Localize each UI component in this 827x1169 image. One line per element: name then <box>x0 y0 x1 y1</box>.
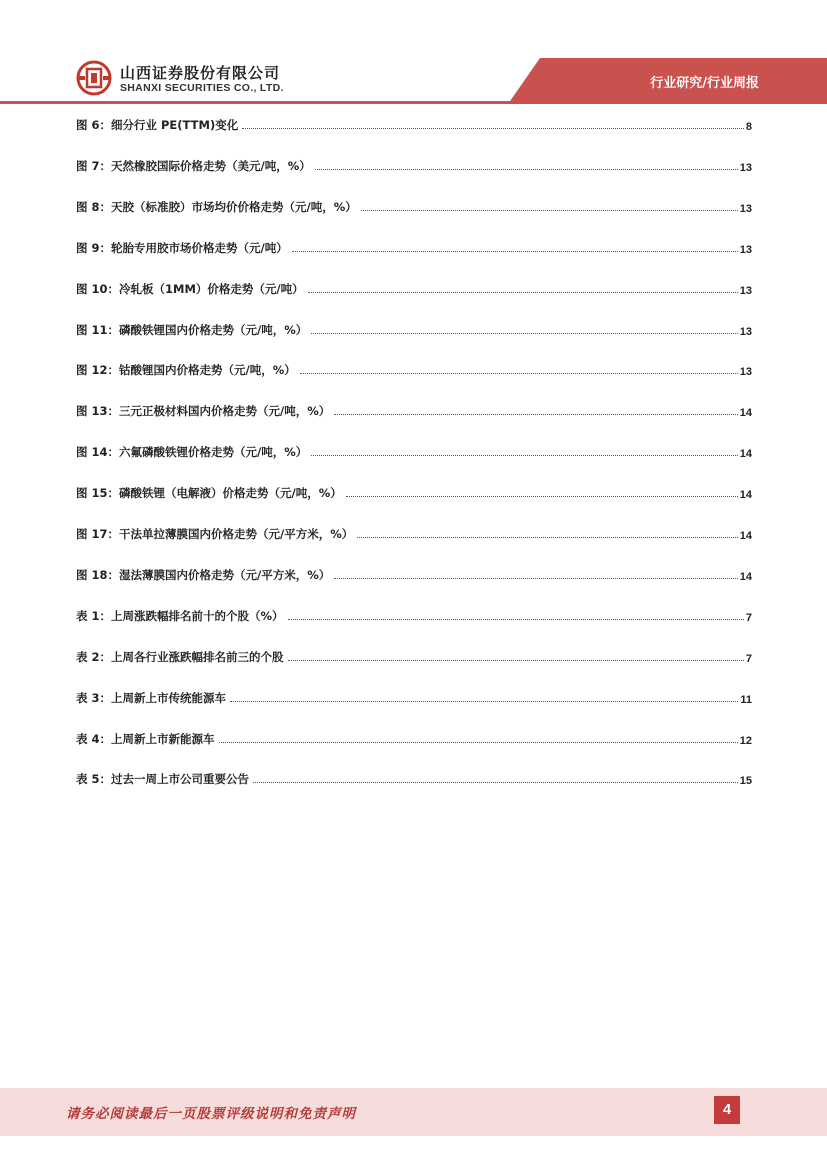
toc-dot-leader <box>242 127 744 129</box>
company-name-en: SHANXI SECURITIES CO., LTD. <box>120 82 284 94</box>
toc-entry[interactable] <box>76 767 752 787</box>
disclaimer-notice: 请务必阅读最后一页股票评级说明和免责声明 <box>66 1106 356 1122</box>
toc-entry[interactable] <box>76 113 752 133</box>
toc-entry-label: 图 14：六氟磷酸铁锂价格走势（元/吨，%） <box>76 445 308 460</box>
toc-entry-label: 图 6：细分行业 PE(TTM)变化 <box>76 118 239 132</box>
toc-entry[interactable] <box>76 399 752 419</box>
toc-entry[interactable] <box>76 154 752 174</box>
toc-entry-page: 7 <box>745 611 752 624</box>
toc-entry-label: 图 11：磷酸铁锂国内价格走势（元/吨，%） <box>76 322 308 337</box>
toc-entry[interactable] <box>76 481 752 501</box>
toc-entry-page: 13 <box>739 243 752 256</box>
toc-entry-label: 表 1：上周涨跌幅排名前十的个股（%） <box>76 608 284 623</box>
toc-dot-leader <box>300 372 738 374</box>
toc-entry[interactable] <box>76 440 752 460</box>
toc-dot-leader <box>288 659 744 661</box>
toc-entry[interactable] <box>76 195 752 215</box>
toc-dot-leader <box>308 291 738 293</box>
toc-dot-leader <box>288 618 744 620</box>
toc-entry-page: 8 <box>745 121 752 133</box>
report-category: 行业研究/行业周报 <box>650 76 759 91</box>
toc-entry[interactable] <box>76 358 752 378</box>
toc-entry[interactable] <box>76 645 752 665</box>
toc-entry-page: 14 <box>739 489 752 502</box>
toc-entry-page: 13 <box>739 202 752 215</box>
toc-entry-label: 表 5：过去一周上市公司重要公告 <box>76 772 250 787</box>
toc-entry-label: 图 7：天然橡胶国际价格走势（美元/吨，%） <box>76 158 311 173</box>
page-footer <box>0 1088 827 1136</box>
toc-entry-label: 图 13：三元正极材料国内价格走势（元/吨，%） <box>76 404 331 419</box>
toc-dot-leader <box>219 741 738 743</box>
toc-dot-leader <box>253 781 738 783</box>
toc-dot-leader <box>292 250 738 252</box>
toc-entry-label: 图 18：湿法薄膜国内价格走势（元/平方米，%） <box>76 567 331 582</box>
page-number: 4 <box>714 1096 740 1124</box>
toc-dot-leader <box>311 332 738 334</box>
toc-entry-page: 15 <box>739 775 752 788</box>
toc-entry-page: 13 <box>739 325 752 338</box>
toc-dot-leader <box>230 700 738 702</box>
toc-entry-label: 表 3：上周新上市传统能源车 <box>76 690 227 705</box>
toc-entry[interactable] <box>76 727 752 747</box>
toc-entry-page: 12 <box>739 734 752 747</box>
toc-entry[interactable] <box>76 604 752 624</box>
page-header <box>0 0 827 104</box>
toc-entry-label: 图 15：磷酸铁锂（电解液）价格走势（元/吨，%） <box>76 486 342 501</box>
toc-entry-page: 14 <box>739 448 752 461</box>
toc-dot-leader <box>315 168 738 170</box>
shanxi-securities-logo-icon <box>76 60 112 96</box>
toc-dot-leader <box>311 454 738 456</box>
toc-entry-page: 7 <box>745 652 752 665</box>
toc-entry-label: 表 2：上周各行业涨跌幅排名前三的个股 <box>76 649 284 664</box>
toc-entry[interactable] <box>76 522 752 542</box>
toc-entry-page: 14 <box>739 530 752 542</box>
toc-entry-page: 14 <box>739 570 752 583</box>
toc-entry-label: 图 8：天胶（标准胶）市场均价价格走势（元/吨，%） <box>76 199 357 214</box>
toc-entry-page: 13 <box>739 284 752 297</box>
toc-entry[interactable] <box>76 563 752 583</box>
toc-entry[interactable] <box>76 277 752 297</box>
toc-entry-label: 表 4：上周新上市新能源车 <box>76 731 215 746</box>
toc-dot-leader <box>346 495 738 497</box>
toc-entry-page: 11 <box>740 693 752 706</box>
toc-entry-page: 13 <box>739 161 752 174</box>
toc-dot-leader <box>361 209 738 211</box>
toc-entry-label: 图 10：冷轧板（1MM）价格走势（元/吨） <box>76 281 304 296</box>
toc-entry-label: 图 17：干法单拉薄膜国内价格走势（元/平方米，%） <box>76 527 354 541</box>
toc-entry-label: 图 12：钴酸锂国内价格走势（元/吨，%） <box>76 363 296 378</box>
toc-entry-page: 13 <box>739 366 752 379</box>
toc-dot-leader <box>334 413 738 415</box>
company-name-cn: 山西证券股份有限公司 <box>120 64 281 82</box>
toc-entry[interactable] <box>76 236 752 256</box>
toc-entry-page: 14 <box>739 407 752 420</box>
toc-entry[interactable] <box>76 318 752 338</box>
toc-entry-label: 图 9：轮胎专用胶市场价格走势（元/吨） <box>76 240 288 255</box>
toc-dot-leader <box>357 536 738 538</box>
toc-entry[interactable] <box>76 686 752 706</box>
toc-dot-leader <box>334 577 738 579</box>
